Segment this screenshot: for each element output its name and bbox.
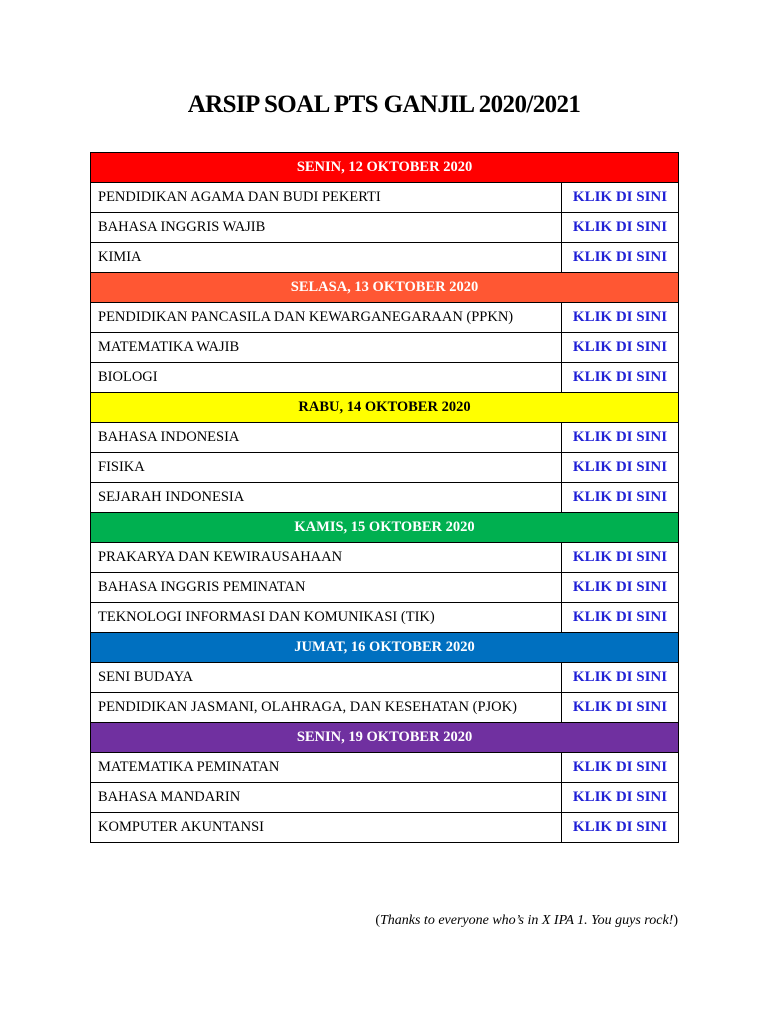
subject-name: PENDIDIKAN AGAMA DAN BUDI PEKERTI bbox=[91, 183, 562, 213]
subject-name: PRAKARYA DAN KEWIRAUSAHAAN bbox=[91, 543, 562, 573]
subject-row bbox=[91, 693, 679, 723]
subject-row bbox=[91, 813, 679, 843]
subject-row bbox=[91, 753, 679, 783]
subject-name: PENDIDIKAN PANCASILA DAN KEWARGANEGARAAN (PPKN) bbox=[91, 303, 562, 333]
download-link[interactable]: KLIK DI SINI bbox=[562, 483, 679, 513]
subject-row bbox=[91, 303, 679, 333]
subject-name: BAHASA INGGRIS WAJIB bbox=[91, 213, 562, 243]
subject-row bbox=[91, 363, 679, 393]
subject-row bbox=[91, 783, 679, 813]
subject-name: MATEMATIKA WAJIB bbox=[91, 333, 562, 363]
day-header-row bbox=[91, 153, 679, 183]
day-header: KAMIS, 15 OKTOBER 2020 bbox=[91, 513, 679, 543]
day-header-row bbox=[91, 273, 679, 303]
subject-row bbox=[91, 483, 679, 513]
day-header: SELASA, 13 OKTOBER 2020 bbox=[91, 273, 679, 303]
subject-name: KIMIA bbox=[91, 243, 562, 273]
day-header-row bbox=[91, 633, 679, 663]
download-link[interactable]: KLIK DI SINI bbox=[562, 183, 679, 213]
subject-name: BAHASA INGGRIS PEMINATAN bbox=[91, 573, 562, 603]
download-link[interactable]: KLIK DI SINI bbox=[562, 363, 679, 393]
download-link[interactable]: KLIK DI SINI bbox=[562, 753, 679, 783]
subject-name: FISIKA bbox=[91, 453, 562, 483]
day-header-row bbox=[91, 393, 679, 423]
download-link[interactable]: KLIK DI SINI bbox=[562, 333, 679, 363]
download-link[interactable]: KLIK DI SINI bbox=[562, 423, 679, 453]
subject-row bbox=[91, 243, 679, 273]
subject-name: BIOLOGI bbox=[91, 363, 562, 393]
subject-row bbox=[91, 333, 679, 363]
download-link[interactable]: KLIK DI SINI bbox=[562, 813, 679, 843]
download-link[interactable]: KLIK DI SINI bbox=[562, 543, 679, 573]
footer-close-paren: ) bbox=[673, 913, 678, 928]
subject-row bbox=[91, 543, 679, 573]
download-link[interactable]: KLIK DI SINI bbox=[562, 603, 679, 633]
day-header: SENIN, 19 OKTOBER 2020 bbox=[91, 723, 679, 753]
subject-row bbox=[91, 603, 679, 633]
subject-name: PENDIDIKAN JASMANI, OLAHRAGA, DAN KESEHATAN (PJOK) bbox=[91, 693, 562, 723]
subject-name: MATEMATIKA PEMINATAN bbox=[91, 753, 562, 783]
download-link[interactable]: KLIK DI SINI bbox=[562, 303, 679, 333]
subject-row bbox=[91, 423, 679, 453]
footer-text: Thanks to everyone who’s in X IPA 1. You guys rock! bbox=[379, 913, 674, 928]
day-header-row bbox=[91, 513, 679, 543]
subject-row bbox=[91, 183, 679, 213]
day-header: JUMAT, 16 OKTOBER 2020 bbox=[91, 633, 679, 663]
download-link[interactable]: KLIK DI SINI bbox=[562, 663, 679, 693]
download-link[interactable]: KLIK DI SINI bbox=[562, 453, 679, 483]
subject-name: KOMPUTER AKUNTANSI bbox=[91, 813, 562, 843]
subject-row bbox=[91, 573, 679, 603]
subject-name: BAHASA INDONESIA bbox=[91, 423, 562, 453]
subject-name: TEKNOLOGI INFORMASI DAN KOMUNIKASI (TIK) bbox=[91, 603, 562, 633]
subject-name: BAHASA MANDARIN bbox=[91, 783, 562, 813]
day-header: SENIN, 12 OKTOBER 2020 bbox=[91, 153, 679, 183]
subject-row bbox=[91, 663, 679, 693]
footer-open-paren: ( bbox=[375, 913, 380, 928]
subject-row bbox=[91, 453, 679, 483]
download-link[interactable]: KLIK DI SINI bbox=[562, 573, 679, 603]
subject-name: SENI BUDAYA bbox=[91, 663, 562, 693]
download-link[interactable]: KLIK DI SINI bbox=[562, 693, 679, 723]
subject-row bbox=[91, 213, 679, 243]
schedule-body bbox=[91, 153, 679, 843]
download-link[interactable]: KLIK DI SINI bbox=[562, 243, 679, 273]
footer-note bbox=[375, 913, 678, 929]
day-header: RABU, 14 OKTOBER 2020 bbox=[91, 393, 679, 423]
download-link[interactable]: KLIK DI SINI bbox=[562, 783, 679, 813]
subject-name: SEJARAH INDONESIA bbox=[91, 483, 562, 513]
page-title: ARSIP SOAL PTS GANJIL 2020/2021 bbox=[187, 91, 581, 118]
day-header-row bbox=[91, 723, 679, 753]
exam-schedule-table bbox=[90, 152, 679, 843]
download-link[interactable]: KLIK DI SINI bbox=[562, 213, 679, 243]
